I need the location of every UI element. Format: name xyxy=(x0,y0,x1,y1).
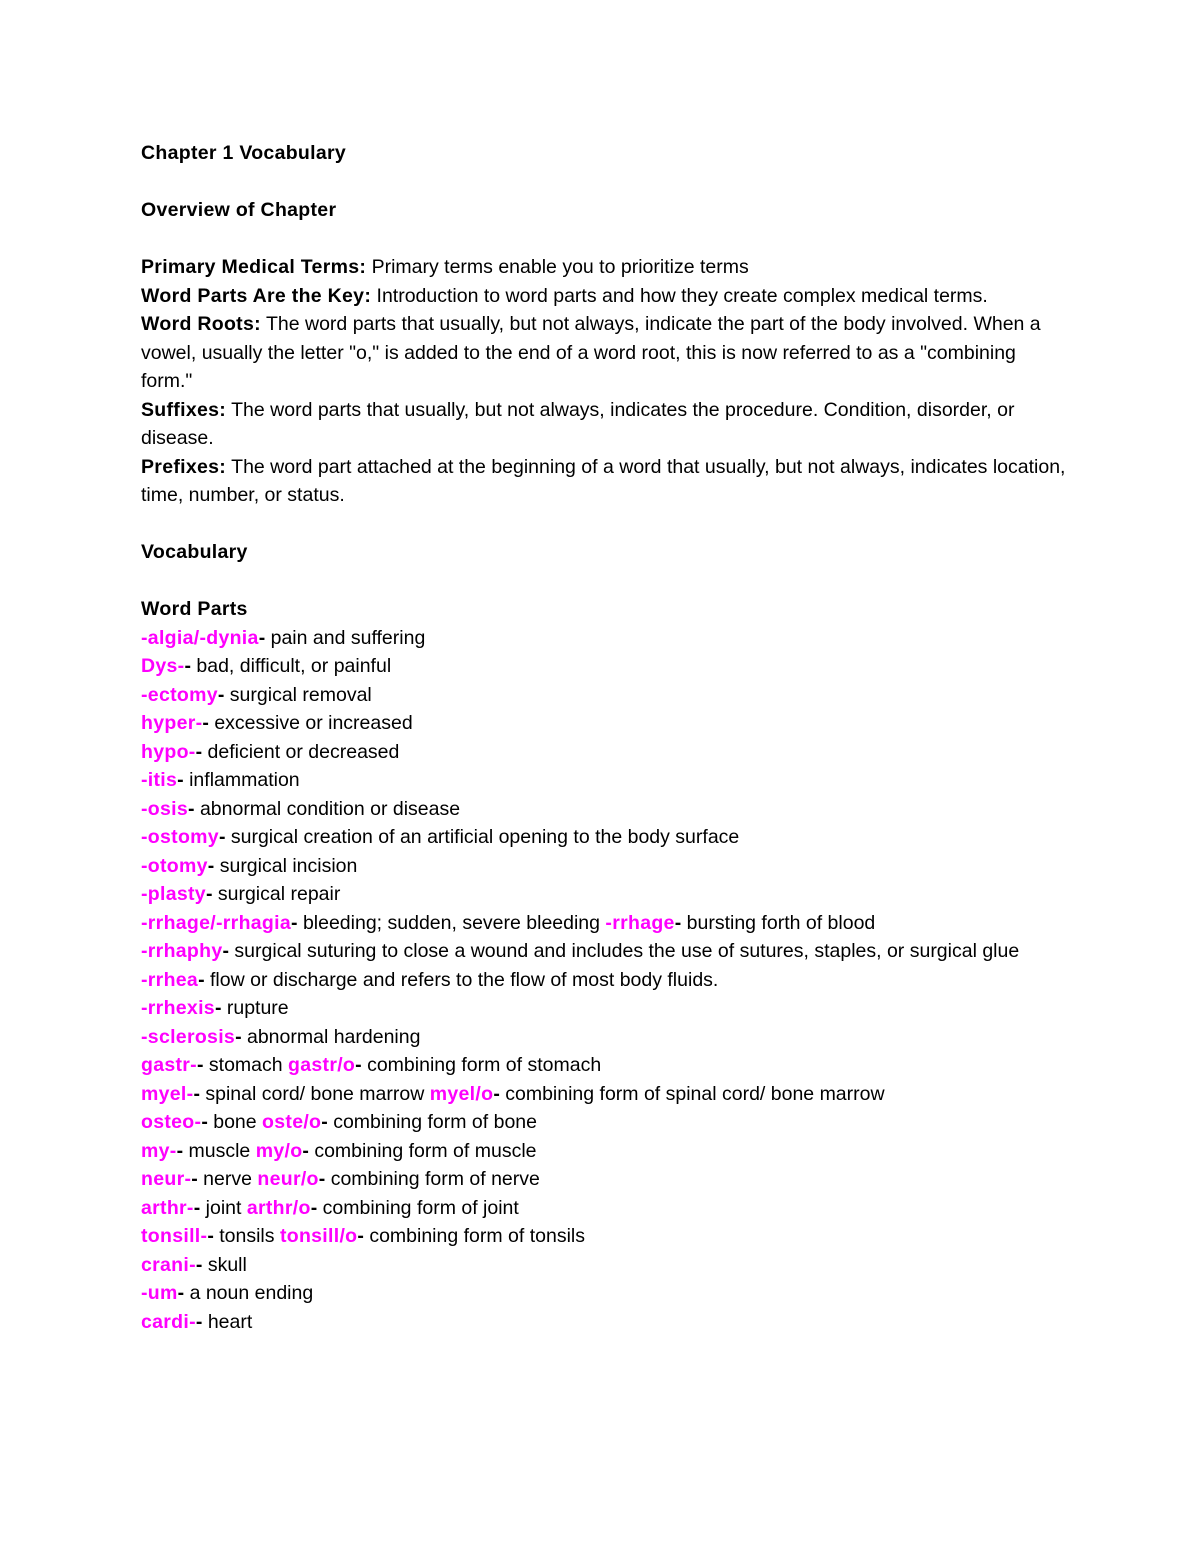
word-part-definition: tonsils xyxy=(219,1225,280,1247)
word-part-entry xyxy=(141,937,1071,966)
word-part-definition: combining form of spinal cord/ bone marrow xyxy=(505,1082,885,1105)
word-part-definition: muscle xyxy=(188,1139,256,1162)
word-part-entry xyxy=(141,1279,1071,1308)
spacer xyxy=(141,567,1071,596)
word-part-term: -ectomy xyxy=(141,683,218,706)
word-part-dash: - xyxy=(184,655,197,677)
word-part-dash: - xyxy=(355,1054,368,1076)
word-part-term: osteo- xyxy=(141,1111,202,1133)
spacer xyxy=(141,510,1071,539)
overview-section xyxy=(141,253,1071,510)
word-part-definition: combining form of nerve xyxy=(330,1168,540,1190)
overview-term: Prefixes: xyxy=(141,455,227,478)
word-part-entry xyxy=(141,1023,1071,1052)
word-part-definition: spinal cord/ bone marrow xyxy=(205,1082,430,1105)
word-part-term: my- xyxy=(141,1139,177,1162)
word-part-dash: - xyxy=(235,1025,247,1048)
word-part-definition: combining form of muscle xyxy=(314,1139,537,1162)
word-part-definition: excessive or increased xyxy=(214,712,413,734)
overview-item xyxy=(141,453,1071,510)
word-part-entry xyxy=(141,880,1071,909)
word-part-definition: combining form of bone xyxy=(333,1111,537,1133)
word-part-definition: stomach xyxy=(208,1054,289,1076)
word-part-term: arthr- xyxy=(141,1196,194,1219)
word-part-dash: - xyxy=(195,740,208,763)
word-part-entry xyxy=(141,738,1071,767)
word-part-dash: - xyxy=(196,1054,209,1076)
word-part-dash: - xyxy=(218,826,231,848)
word-part-term: -sclerosis xyxy=(141,1025,236,1048)
word-part-dash: - xyxy=(193,1082,206,1105)
word-part-term: crani- xyxy=(141,1253,196,1276)
overview-term: Suffixes: xyxy=(141,398,227,421)
spacer xyxy=(141,225,1071,254)
word-part-entry xyxy=(141,624,1071,653)
word-part-entry xyxy=(141,1194,1071,1223)
word-part-definition: pain and suffering xyxy=(270,626,426,649)
word-part-definition: rupture xyxy=(226,997,289,1019)
word-part-term: tonsill- xyxy=(141,1225,208,1247)
overview-text: The word parts that usually, but not always, indicate the part of the body involved. When a vowel, usually the letter "o," is added to the end of a word root, this is now referred to as a "combining form." xyxy=(141,313,1041,392)
word-part-definition: inflammation xyxy=(189,769,300,791)
word-part-combining-form: gastr/o xyxy=(288,1054,356,1076)
word-part-dash: - xyxy=(177,1282,190,1304)
overview-item xyxy=(141,253,1071,282)
word-part-term: -rrhexis xyxy=(141,997,215,1019)
word-part-dash: - xyxy=(214,997,227,1019)
word-part-definition: abnormal condition or disease xyxy=(199,797,461,820)
overview-item xyxy=(141,282,1071,311)
word-part-term: -itis xyxy=(141,769,178,791)
word-part-entry xyxy=(141,823,1071,852)
word-parts-list xyxy=(141,624,1071,1337)
word-part-dash: - xyxy=(176,1139,189,1162)
word-parts-heading: Word Parts xyxy=(141,598,248,620)
word-part-dash: - xyxy=(302,1139,315,1162)
word-part-combining-form: myel/o xyxy=(429,1082,494,1105)
word-part-dash: - xyxy=(177,769,190,791)
word-part-term: -osis xyxy=(141,797,189,820)
word-part-combining-form: -rrhage xyxy=(605,911,675,934)
word-part-definition: surgical incision xyxy=(219,854,358,877)
overview-term: Word Parts Are the Key: xyxy=(141,284,372,307)
word-part-definition: bone xyxy=(213,1111,263,1133)
word-part-term: hyper- xyxy=(141,712,203,734)
word-part-definition: abnormal hardening xyxy=(246,1025,421,1048)
overview-item xyxy=(141,310,1071,396)
word-part-dash: - xyxy=(310,1196,323,1219)
overview-text: Primary terms enable you to prioritize terms xyxy=(366,256,749,278)
word-part-definition: combining form of stomach xyxy=(367,1054,602,1076)
vocabulary-heading: Vocabulary xyxy=(141,541,248,563)
word-part-combining-form: arthr/o xyxy=(246,1196,311,1219)
word-part-term: myel- xyxy=(141,1082,194,1105)
word-part-definition: skull xyxy=(207,1253,247,1276)
word-part-dash: - xyxy=(674,911,687,934)
word-part-dash: - xyxy=(198,968,210,991)
word-part-entry xyxy=(141,681,1071,710)
word-part-dash: - xyxy=(201,1111,214,1133)
word-part-dash: - xyxy=(207,1225,220,1247)
word-part-entry xyxy=(141,709,1071,738)
word-part-entry xyxy=(141,909,1071,938)
word-part-definition: heart xyxy=(207,1310,253,1333)
word-part-dash: - xyxy=(357,1225,370,1247)
word-part-term: -rrhea xyxy=(141,968,199,991)
word-part-definition: surgical repair xyxy=(217,883,341,905)
word-part-entry xyxy=(141,766,1071,795)
document-content xyxy=(141,139,1071,1336)
word-part-definition: bad, difficult, or painful xyxy=(196,655,392,677)
word-part-dash: - xyxy=(493,1082,506,1105)
word-part-dash: - xyxy=(217,683,230,706)
word-part-definition: surgical creation of an artificial opening to the body surface xyxy=(230,826,740,848)
word-part-entry xyxy=(141,1108,1071,1137)
word-part-definition: flow or discharge and refers to the flow of most body fluids. xyxy=(210,968,719,991)
word-part-term: -plasty xyxy=(141,883,206,905)
word-part-combining-form: oste/o xyxy=(262,1111,322,1133)
word-part-dash: - xyxy=(202,712,215,734)
word-part-dash: - xyxy=(258,626,271,649)
word-part-dash: - xyxy=(195,1310,208,1333)
word-part-term: -rrhage/-rrhagia xyxy=(141,911,292,934)
word-part-term: -um xyxy=(141,1282,178,1304)
overview-text: Introduction to word parts and how they create complex medical terms. xyxy=(371,284,988,307)
word-part-definition: nerve xyxy=(203,1168,258,1190)
word-part-definition: surgical suturing to close a wound and includes the use of sutures, staples, or surgical glue xyxy=(234,940,1020,962)
word-part-definition: joint xyxy=(205,1196,247,1219)
word-part-dash: - xyxy=(191,1168,204,1190)
overview-item xyxy=(141,396,1071,453)
word-part-definition: combining form of joint xyxy=(322,1196,519,1219)
word-part-definition: a noun ending xyxy=(189,1282,314,1304)
word-part-term: -ostomy xyxy=(141,826,219,848)
word-part-combining-form: neur/o xyxy=(257,1168,319,1190)
word-part-entry xyxy=(141,994,1071,1023)
word-part-entry xyxy=(141,795,1071,824)
overview-text: The word part attached at the beginning of a word that usually, but not always, indicates location, time, number, or status. xyxy=(141,455,1066,506)
word-part-dash: - xyxy=(207,854,220,877)
spacer xyxy=(141,168,1071,197)
word-part-term: cardi- xyxy=(141,1310,196,1333)
word-part-term: -otomy xyxy=(141,854,208,877)
word-part-entry xyxy=(141,1137,1071,1166)
word-part-entry xyxy=(141,1308,1071,1337)
word-part-term: hypo- xyxy=(141,740,196,763)
word-part-combining-form: tonsill/o xyxy=(279,1225,358,1247)
word-part-definition: bursting forth of blood xyxy=(686,911,876,934)
overview-heading: Overview of Chapter xyxy=(141,199,337,221)
word-part-term: neur- xyxy=(141,1168,192,1190)
word-part-entry xyxy=(141,1165,1071,1194)
word-part-dash: - xyxy=(188,797,200,820)
word-part-entry xyxy=(141,1222,1071,1251)
word-part-entry xyxy=(141,1051,1071,1080)
word-part-term: gastr- xyxy=(141,1054,197,1076)
word-part-term: -algia/-dynia xyxy=(141,626,259,649)
word-part-dash: - xyxy=(318,1168,331,1190)
document-title: Chapter 1 Vocabulary xyxy=(141,142,347,164)
overview-text: The word parts that usually, but not always, indicates the procedure. Condition, disorder, or disease. xyxy=(141,398,1015,449)
word-part-dash: - xyxy=(195,1253,208,1276)
word-part-definition: deficient or decreased xyxy=(207,740,400,763)
word-part-dash: - xyxy=(291,911,303,934)
word-part-entry xyxy=(141,652,1071,681)
overview-term: Word Roots: xyxy=(141,313,261,335)
word-part-entry xyxy=(141,1080,1071,1109)
word-part-combining-form: my/o xyxy=(255,1139,303,1162)
word-part-entry xyxy=(141,966,1071,995)
word-part-term: Dys- xyxy=(141,655,185,677)
word-part-dash: - xyxy=(205,883,218,905)
word-part-entry xyxy=(141,852,1071,881)
word-part-definition: bleeding; sudden, severe bleeding xyxy=(302,911,606,934)
overview-term: Primary Medical Terms: xyxy=(141,256,367,278)
word-part-definition: combining form of tonsils xyxy=(369,1225,585,1247)
word-part-dash: - xyxy=(321,1111,334,1133)
word-part-term: -rrhaphy xyxy=(141,940,223,962)
word-part-dash: - xyxy=(222,940,235,962)
word-part-dash: - xyxy=(193,1196,206,1219)
word-part-entry xyxy=(141,1251,1071,1280)
word-part-definition: surgical removal xyxy=(229,683,372,706)
